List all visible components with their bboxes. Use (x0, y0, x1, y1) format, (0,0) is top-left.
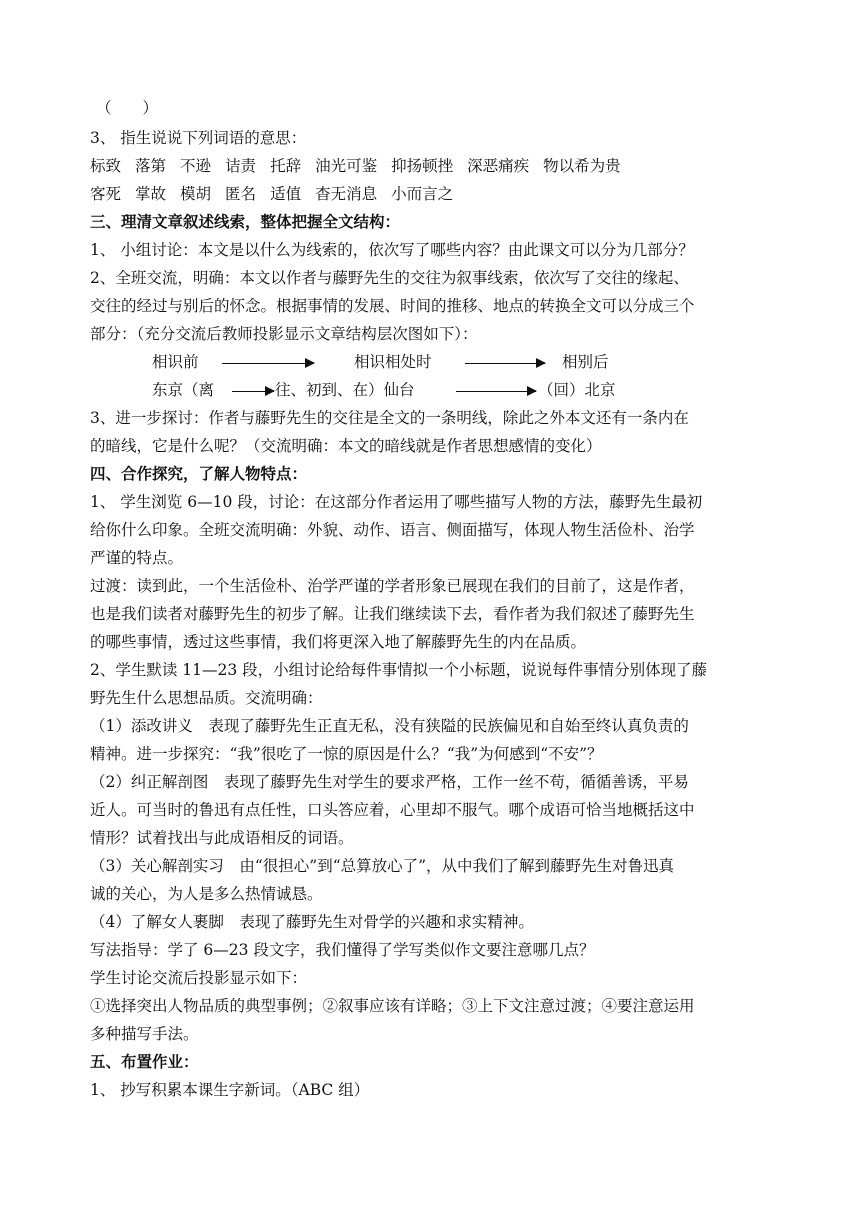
section-4-item-1-line: 给你什么印象。全班交流明确：外貌、动作、语言、侧面描写，体现人物生活俭朴、治学 (90, 521, 695, 539)
vocab-word: 落第 (135, 157, 167, 175)
writing-points-line: 多种描写手法。 (90, 1025, 199, 1043)
question-3: 3、 指生说说下列词语的意思： (90, 129, 307, 147)
event-1-line: （1）添改讲义 表现了藤野先生正直无私，没有狭隘的民族偏见和自始至终认真负责的 (90, 717, 689, 735)
vocab-word: 模胡 (180, 185, 212, 203)
section-4-item-1-line: 1、 学生浏览 6—10 段，讨论：在这部分作者运用了哪些描写人物的方法，藤野先生最初 (90, 493, 703, 511)
event-2-line: 情形？试着找出与此成语相反的词语。 (90, 829, 354, 847)
vocab-word: 标致 (90, 157, 122, 175)
transition-line: 过渡：读到此，一个生活俭朴、治学严谨的学者形象已展现在我们的目前了，这是作者， (90, 577, 695, 595)
vocab-word: 油光可鉴 (315, 157, 378, 175)
place-sendai: 往、初到、在）仙台 (275, 381, 415, 399)
place-beijing: （回）北京 (538, 381, 616, 399)
section-3-item-2-line: 2、全班交流，明确：本文以作者与藤野先生的交往为叙事线索，依次写了交往的缘起、 (90, 269, 689, 287)
event-2-line: 近人。可当时的鲁迅有点任性，口头答应着，心里却不服气。哪个成语可恰当地概括这中 (90, 801, 695, 819)
homework-1: 1、 抄写积累本课生字新词。（ABC 组） (90, 1081, 370, 1099)
section-3-item-1: 1、 小组讨论：本文是以什么为线索的，依次写了哪些内容？由此课文可以分为几部分？ (90, 241, 694, 259)
stage-after-parting: 相别后 (562, 353, 609, 371)
event-3-line: 诚的关心，为人是多么热情诚恳。 (90, 885, 323, 903)
vocab-word: 客死 (90, 185, 122, 203)
arrow-icon (222, 363, 314, 364)
vocab-word: 诘责 (225, 157, 257, 175)
vocab-word: 匿名 (225, 185, 257, 203)
section-4-heading: 四、合作探究，了解人物特点： (90, 464, 308, 483)
vocab-word: 托辞 (270, 157, 302, 175)
arrow-icon (232, 391, 274, 392)
vocab-row-1 (90, 156, 635, 176)
vocab-word: 小而言之 (391, 185, 454, 203)
writing-guide: 写法指导：学了 6—23 段文字，我们懂得了学写类似作文要注意哪几点？ (90, 941, 595, 959)
section-4-item-1-line: 严谨的特点。 (90, 549, 184, 567)
vocab-word: 物以希为贵 (543, 157, 621, 175)
vocab-word: 抑扬顿挫 (391, 157, 454, 175)
event-2-line: （2）纠正解剖图 表现了藤野先生对学生的要求严格，工作一丝不苟，循循善诱，平易 (90, 773, 689, 791)
event-3-line: （3）关心解剖实习 由“很担心”到“总算放心了”，从中我们了解到藤野先生对鲁迅真 (90, 857, 675, 875)
stage-before-meeting: 相识前 (152, 353, 199, 371)
transition-line: 也是我们读者对藤野先生的初步了解。让我们继续读下去，看作者为我们叙述了藤野先生 (90, 605, 695, 623)
vocab-row-2 (90, 184, 467, 204)
place-tokyo: 东京（离 (152, 381, 215, 399)
vocab-word: 不逊 (180, 157, 212, 175)
section-3-item-3-line: 的暗线，它是什么呢？（交流明确：本文的暗线就是作者思想感情的变化） (90, 437, 602, 455)
section-5-heading: 五、布置作业： (90, 1052, 199, 1071)
section-3-item-2-line: 部分：（充分交流后教师投影显示文章结构层次图如下）： (90, 325, 478, 343)
writing-points-line: ①选择突出人物品质的典型事例；②叙事应该有详略；③上下文注意过渡；④要注意运用 (90, 997, 695, 1015)
arrow-icon (456, 391, 536, 392)
section-3-item-2-line: 交往的经过与别后的怀念。根据事情的发展、时间的推移、地点的转换全文可以分成三个 (90, 297, 695, 315)
vocab-word: 杳无消息 (315, 185, 378, 203)
transition-line: 的哪些事情，透过这些事情，我们将更深入地了解藤野先生的内在品质。 (90, 633, 587, 651)
section-3-heading: 三、理清文章叙述线索，整体把握全文结构： (90, 212, 401, 231)
section-4-item-2-line: 野先生什么思想品质。交流明确： (90, 689, 323, 707)
section-3-item-3-line: 3、进一步探讨：作者与藤野先生的交往是全文的一条明线，除此之外本文还有一条内在 (90, 409, 689, 427)
event-4: （4）了解女人裹脚 表现了藤野先生对骨学的兴趣和求实精神。 (90, 913, 534, 931)
event-1-line: 精神。进一步探究：“我”很吃了一惊的原因是什么？“我”为何感到“不安”？ (90, 745, 603, 763)
stage-together: 相识相处时 (354, 353, 432, 371)
vocab-word: 深恶痛疾 (467, 157, 530, 175)
blank-parenthesis: （ ） (96, 99, 159, 117)
vocab-word: 适值 (270, 185, 302, 203)
discussion-note: 学生讨论交流后投影显示如下： (90, 969, 308, 987)
vocab-word: 掌故 (135, 185, 167, 203)
section-4-item-2-line: 2、学生默读 11—23 段，小组讨论给每件事情拟一个小标题，说说每件事情分别体现了藤 (90, 661, 708, 679)
arrow-icon (465, 363, 545, 364)
